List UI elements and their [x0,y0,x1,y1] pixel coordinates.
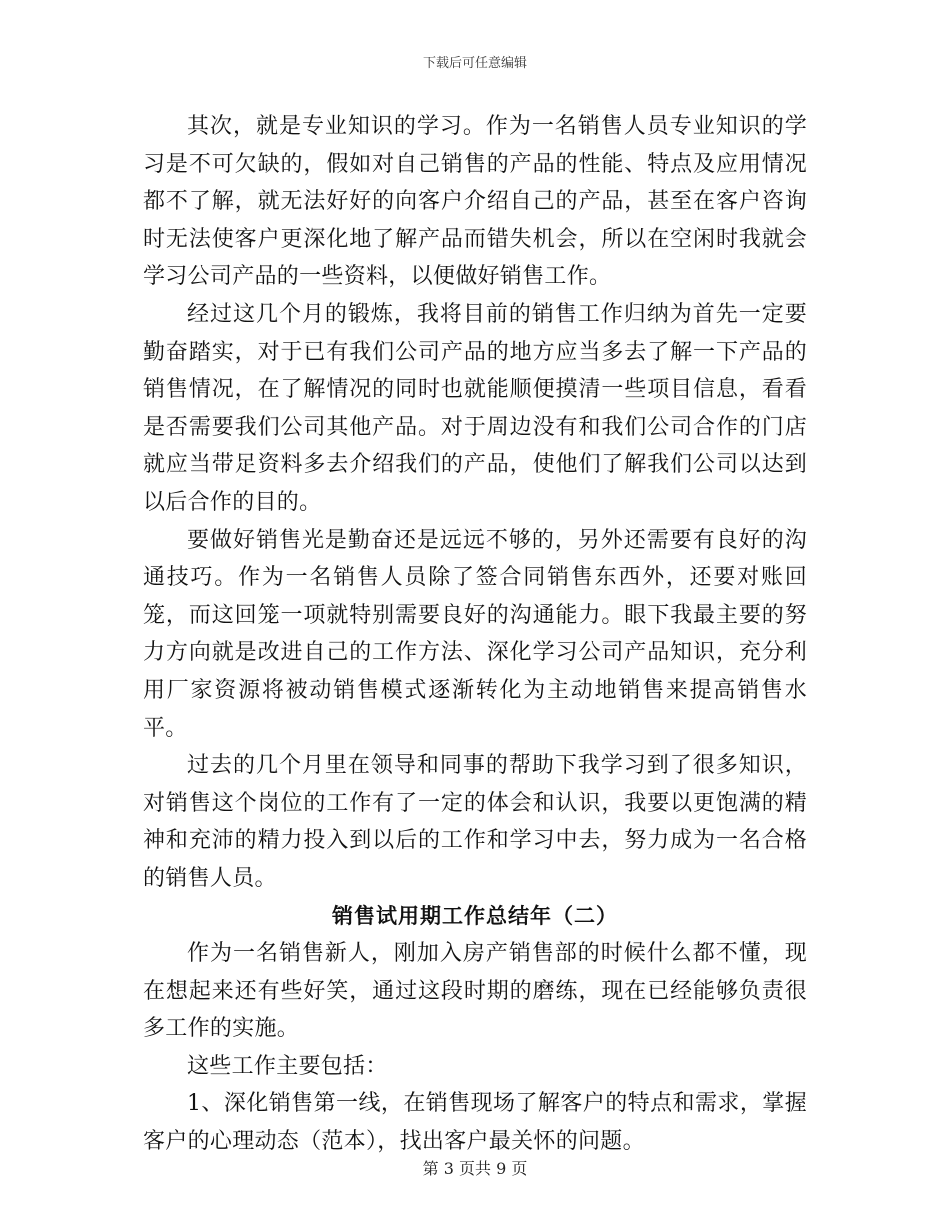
paragraph-work-includes: 这些工作主要包括： [187,1053,388,1079]
paragraph-conclusion: 过去的几个月里在领导和同事的帮助下我学习到了很多知识，对销售这个岗位的工作有了一定的体会和认识，我要以更饱满的精神和充沛的精力投入到以后的工作和学习中去，努力成为一名合格的销售人员。 [143,753,807,891]
paragraph-item-1: 1、深化销售第一线，在销售现场了解客户的特点和需求，掌握客户的心理动态（范本），找出客户最关怀的问题。 [143,1091,807,1155]
paragraph-professional-knowledge: 其次，就是专业知识的学习。作为一名销售人员专业知识的学习是不可欠缺的，假如对自己销售的产品的性能、特点及应用情况都不了解，就无法好好的向客户介绍自己的产品，甚至在客户咨询时无法使客户更深化地了解产品而错失机会，所以在空闲时我就会学习公司产品的一些资料，以便做好销售工作。 [143,114,807,290]
document-body [143,108,807,1161]
page-footer: 第 3 页共 9 页 [422,1159,528,1178]
paragraph-diligence: 经过这几个月的锻炼，我将目前的销售工作归纳为首先一定要勤奋踏实，对于已有我们公司产品的地方应当多去了解一下产品的销售情况，在了解情况的同时也就能顺便摸清一些项目信息，看看是否需要我们公司其他产品。对于周边没有和我们公司合作的门店就应当带足资料多去介绍我们的产品，使他们了解我们公司以达到以后合作的目的。 [143,301,807,515]
section-title: 销售试用期工作总结年（二） [332,903,618,929]
paragraph-new-sales: 作为一名销售新人，刚加入房产销售部的时候什么都不懂，现在想起来还有些好笑，通过这段时期的磨练，现在已经能够负责很多工作的实施。 [143,941,807,1042]
page-header: 下载后可任意编辑 [422,56,527,71]
paragraph-communication: 要做好销售光是勤奋还是远远不够的，另外还需要有良好的沟通技巧。作为一名销售人员除了签合同销售东西外，还要对账回笼，而这回笼一项就特别需要良好的沟通能力。眼下我最主要的努力方向就是改进自己的工作方法、深化学习公司产品知识，充分利用厂家资源将被动销售模式逐渐转化为主动地销售来提高销售水平。 [143,527,807,741]
